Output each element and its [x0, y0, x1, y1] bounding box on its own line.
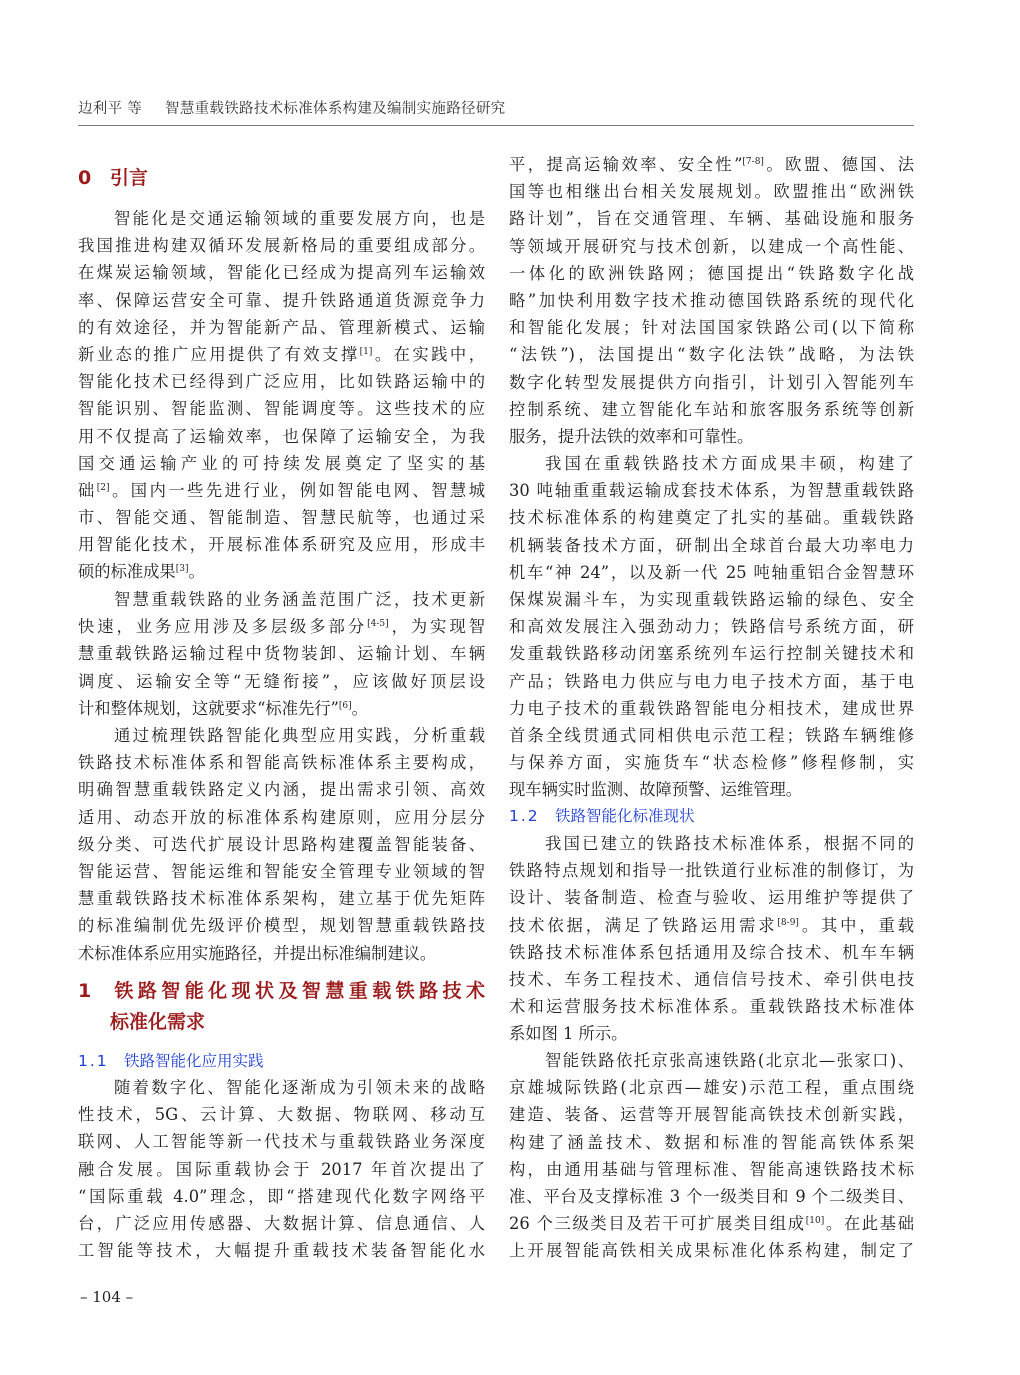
line-text: 建造、装备、运营等开展智能高铁技术创新实践， [509, 1105, 914, 1125]
line-text: 智能化技术已经得到广泛应用，比如铁路运输中的 [78, 372, 485, 392]
subsection-title: 铁路智能化标准现状 [555, 807, 695, 825]
line-text: 础 [78, 480, 97, 500]
text-line [509, 450, 914, 477]
line-text: 。欧盟、德国、法 [763, 155, 914, 174]
text-line [509, 668, 914, 695]
text-line [78, 695, 485, 722]
text-line [78, 1128, 485, 1155]
line-text: 国交通运输产业的可持续发展奠定了坚实的基 [78, 453, 485, 473]
line-text: “法铁”)，法国提出“数字化法铁”战略，为法铁 [509, 345, 914, 365]
line-text: 慧重载铁路技术标准体系架构，建立基于优先矩阵 [78, 889, 485, 909]
text-line [78, 1101, 485, 1128]
text-line [78, 885, 485, 912]
paragraph [78, 1074, 485, 1264]
line-text: 智能铁路依托京张高速铁路(北京北—张家口)、 [545, 1051, 914, 1070]
text-line [78, 450, 485, 477]
text-line [78, 1183, 485, 1210]
line-text: 调度、运输安全等“无缝衔接”，应该做好顶层设 [78, 671, 485, 691]
line-text: 力电子技术的重载铁路智能电分相技术，建成世界 [509, 698, 914, 718]
text-line [509, 939, 914, 966]
line-text: 我国在重载铁路技术方面成果丰硕，构建了 [545, 454, 914, 473]
text-line [509, 1074, 914, 1101]
line-text: 快速，业务应用涉及多层级多部分 [78, 617, 368, 637]
line-text: 构，由通用基础与管理标准、智能高速铁路技术标 [509, 1159, 914, 1179]
line-text: 技术标准体系的构建奠定了扎实的基础。重载铁路 [509, 508, 914, 528]
line-text: 我国已建立的铁路技术标准体系，根据不同的 [545, 834, 914, 853]
subsection-number: 1.1 [78, 1052, 109, 1070]
text-line [509, 423, 914, 450]
citation: [3] [175, 564, 189, 575]
text-line [509, 857, 914, 884]
text-line [509, 1156, 914, 1183]
line-text: 机车“神 24”，以及新一代 25 吨轴重铝合金智慧环 [509, 562, 914, 582]
text-line [78, 1074, 485, 1101]
line-text: 上开展智能高铁相关成果标准化体系构建，制定了 [509, 1241, 914, 1261]
line-text: 。 [188, 562, 205, 582]
line-text: “国际重载 4.0”理念，即“搭建现代化数字网络平 [78, 1186, 485, 1206]
line-text: 铁路技术标准体系和智能高铁标准体系主要构成， [78, 753, 485, 773]
citation: [10] [805, 1216, 825, 1227]
line-text: 26 个三级类目及若干可扩展类目组成 [509, 1214, 806, 1234]
line-text: 智能运营、智能运维和智能安全管理专业领域的智 [78, 861, 485, 881]
line-text: 硕的标准成果 [78, 562, 176, 582]
text-line [509, 912, 914, 939]
line-text: 。其中，重载 [798, 915, 914, 935]
section-heading-1 [78, 976, 485, 1038]
text-line [78, 668, 485, 695]
line-text: 与保养方面，实施货车“状态检修”修程修制，实 [509, 753, 914, 773]
text-line [78, 613, 485, 640]
text-line [78, 477, 485, 504]
line-text: 数字化转型发展提供方向指引，计划引入智能列车 [509, 372, 914, 392]
line-text: 。国内一些先进行业，例如智能电网、智慧城 [109, 480, 485, 500]
text-line [509, 559, 914, 586]
line-text: 现车辆实时监测、故障预警、运维管理。 [509, 780, 803, 800]
citation: [1] [359, 346, 373, 357]
line-text: 的有效途径，并为智能新产品、管理新模式、运输 [78, 317, 485, 337]
text-line [78, 395, 485, 422]
line-text: 技术、车务工程技术、通信信号技术、牵引供电技 [509, 969, 914, 989]
line-text: 京雄城际铁路(北京西—雄安)示范工程，重点围绕 [509, 1078, 914, 1098]
line-text: 30 吨轴重重载运输成套技术体系，为智慧重载铁路 [509, 481, 914, 501]
line-text: 性技术，5G、云计算、大数据、物联网、移动互 [78, 1105, 485, 1125]
paragraph [78, 586, 485, 722]
line-text: 用智能化技术，开展标准体系研究及应用，形成丰 [78, 535, 485, 555]
text-line [509, 1101, 914, 1128]
text-line [509, 1129, 914, 1156]
line-text: 和智能化发展；针对法国国家铁路公司(以下简称 [509, 318, 914, 338]
citation: [7-8] [742, 157, 764, 167]
text-line [78, 940, 485, 967]
text-line [78, 423, 485, 450]
text-line [78, 586, 485, 613]
line-text: 在煤炭运输领域，智能化已经成为提高列车运输效 [78, 263, 485, 283]
paragraph [509, 151, 914, 450]
header-title: 智慧重载铁路技术标准体系构建及编制实施路径研究 [165, 101, 506, 117]
line-text: 智能化是交通运输领域的重要发展方向，也是 [114, 209, 485, 228]
text-line [78, 804, 485, 831]
line-text: 发重载铁路移动闭塞系统列车运行控制关键技术和 [509, 644, 914, 664]
text-line [78, 749, 485, 776]
line-text: 略”加快利用数字技术推动德国铁路系统的现代化 [509, 290, 914, 310]
text-line [509, 640, 914, 667]
header-rule [78, 125, 914, 126]
section-title-line2: 标准化需求 [110, 1011, 206, 1033]
text-line [78, 232, 485, 259]
line-text: 路计划”，旨在交通管理、车辆、基础设施和服务 [509, 209, 914, 229]
line-text: 国等也相继出台相关发展规划。欧盟推出“欧洲铁 [509, 182, 914, 202]
section-title: 引言 [110, 167, 149, 189]
paragraph [78, 722, 485, 967]
text-line [509, 830, 914, 857]
text-line [78, 368, 485, 395]
line-text: 一体化的欧洲铁路网；德国提出“铁路数字化战 [509, 263, 914, 283]
line-text: 机辆装备技术方面，研制出全球首台最大功率电力 [509, 535, 914, 555]
text-line [509, 722, 914, 749]
text-line [78, 776, 485, 803]
paragraph [509, 1047, 914, 1265]
text-line [78, 1210, 485, 1237]
text-line [509, 178, 914, 205]
line-text: 联网、人工智能等新一代技术与重载铁路业务深度 [78, 1132, 485, 1152]
line-text: 工智能等技术，大幅提升重载技术装备智能化水 [78, 1241, 485, 1261]
text-line [509, 1237, 914, 1264]
line-text: 系如图 1 所示。 [509, 1024, 628, 1044]
text-line [509, 749, 914, 776]
line-text: 控制系统、建立智能化车站和旅客服务系统等创新 [509, 399, 914, 419]
line-text: 明确智慧重载铁路定义内涵，提出需求引领、高效 [78, 780, 485, 800]
text-line [509, 314, 914, 341]
line-text: 随着数字化、智能化逐渐成为引领未来的战略 [114, 1078, 485, 1097]
line-text: 我国推进构建双循环发展新格局的重要组成部分。 [78, 236, 485, 256]
text-line [78, 504, 485, 531]
subsection-number: 1.2 [509, 807, 540, 825]
line-text: 智慧重载铁路的业务涵盖范围广泛，技术更新 [114, 590, 485, 609]
text-line [509, 1047, 914, 1074]
header-author: 边利平 等 [78, 101, 143, 117]
line-text: 台，广泛应用传感器、大数据计算、信息通信、人 [78, 1213, 485, 1233]
text-line [78, 722, 485, 749]
line-text: 术标准体系应用实施路径，并提出标准编制建议。 [78, 943, 437, 963]
text-line [509, 151, 914, 178]
text-line [78, 1237, 485, 1264]
text-line [509, 369, 914, 396]
text-line [509, 1210, 914, 1237]
line-text: 的标准编制优先级评价模型，规划智慧重载铁路技 [78, 916, 485, 936]
line-text: 技术依据，满足了铁路运用需求 [509, 915, 778, 935]
text-line [509, 613, 914, 640]
text-line [509, 993, 914, 1020]
text-line [509, 396, 914, 423]
line-text: 率、保障运营安全可靠、提升铁路通道货源竞争力 [78, 290, 485, 310]
text-line [78, 831, 485, 858]
line-text: 慧重载铁路运输过程中货物装卸、运输计划、车辆 [78, 644, 485, 664]
line-text: 铁路技术标准体系包括通用及综合技术、机车车辆 [509, 942, 914, 962]
line-text: 准、平台及支撑标准 3 个一级类目和 9 个二级类目、 [509, 1186, 914, 1206]
paragraph [509, 830, 914, 1048]
text-line [78, 640, 485, 667]
line-text: 构建了涵盖技术、数据和标准的智能高铁体系架 [509, 1132, 914, 1152]
subsection-heading-1-1 [78, 1048, 485, 1075]
text-line [509, 532, 914, 559]
line-text: 通过梳理铁路智能化典型应用实践，分析重载 [114, 726, 485, 745]
section-title-line1: 铁路智能化现状及智慧重载铁路技术 [110, 980, 485, 1002]
section-heading-0 [78, 163, 485, 194]
text-line [509, 1020, 914, 1047]
text-line [78, 912, 485, 939]
text-line [509, 1183, 914, 1210]
line-text: 融合发展。国际重载协会于 2017 年首次提出了 [78, 1159, 485, 1179]
line-text: 。在实践中， [372, 344, 485, 364]
citation: [8-9] [777, 917, 799, 928]
line-text: 保煤炭漏斗车，为实现重载铁路运输的绿色、安全 [509, 589, 914, 609]
text-line [509, 695, 914, 722]
text-line [509, 884, 914, 911]
line-text: 适用、动态开放的标准体系构建原则，应用分层分 [78, 807, 485, 827]
line-text: 术和运营服务技术标准体系。重载铁路技术标准体 [509, 997, 914, 1017]
line-text: 用不仅提高了运输效率，也保障了运输安全，为我 [78, 426, 485, 446]
line-text: 。在此基础 [824, 1214, 914, 1234]
text-line [78, 341, 485, 368]
text-line [509, 341, 914, 368]
text-line [509, 477, 914, 504]
line-text: 新业态的推广应用提供了有效支撑 [78, 344, 360, 364]
line-text: 级分类、可迭代扩展设计思路构建覆盖智能装备、 [78, 834, 485, 854]
text-line [78, 287, 485, 314]
line-text: 和高效发展注入强劲动力；铁路信号系统方面，研 [509, 617, 914, 637]
text-line [78, 205, 485, 232]
line-text: 等领域开展研究与技术创新，以建成一个高性能、 [509, 236, 914, 256]
citation: [4-5] [367, 619, 389, 630]
running-header [78, 97, 505, 118]
section-number: 0 [78, 167, 92, 189]
text-line [509, 260, 914, 287]
citation: [6] [338, 700, 352, 711]
paragraph [509, 450, 914, 803]
text-line [78, 558, 485, 585]
line-text: ，为实现智 [388, 617, 485, 637]
paragraph [78, 205, 485, 586]
page-number: – 104 – [80, 1288, 134, 1306]
text-line [509, 233, 914, 260]
subsection-heading-1-2 [509, 803, 914, 830]
line-text: 产品；铁路电力供应与电力电子技术方面，基于电 [509, 671, 914, 691]
line-text: 设计、装备制造、检查与验收、运用维护等提供了 [509, 888, 914, 908]
text-line [78, 1156, 485, 1183]
text-line [78, 858, 485, 885]
line-text: 市、智能交通、智能制造、智慧民航等，也通过采 [78, 508, 485, 528]
line-text: 首条全线贯通式同相供电示范工程；铁路车辆维修 [509, 725, 914, 745]
line-text: 铁路特点规划和指导一批铁道行业标准的制修订，为 [509, 861, 914, 881]
text-line [509, 205, 914, 232]
text-line [78, 259, 485, 286]
subsection-title: 铁路智能化应用实践 [124, 1052, 264, 1070]
citation: [2] [96, 482, 110, 493]
line-text: 智能识别、智能监测、智能调度等。这些技术的应 [78, 399, 485, 419]
text-line [509, 776, 914, 803]
text-line [78, 531, 485, 558]
text-line [509, 504, 914, 531]
line-text: 。 [351, 698, 368, 718]
line-text: 平，提高运输效率、安全性” [509, 155, 743, 174]
section-number: 1 [78, 980, 92, 1002]
text-line [509, 966, 914, 993]
line-text: 服务，提升法铁的效率和可靠性。 [509, 426, 754, 446]
text-line [78, 314, 485, 341]
text-line [509, 586, 914, 613]
line-text: 计和整体规划，这就要求“标准先行” [78, 698, 339, 718]
text-line [509, 287, 914, 314]
